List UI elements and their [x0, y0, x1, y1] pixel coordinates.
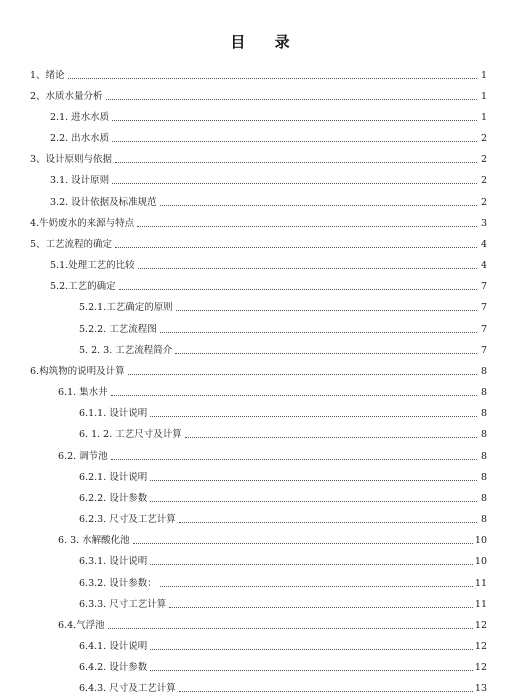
- toc-entry[interactable]: [30, 89, 487, 103]
- toc-entry[interactable]: [50, 258, 487, 272]
- toc-entry-page: 10: [474, 556, 487, 567]
- toc-entry-page: 8: [480, 472, 487, 483]
- toc-entry[interactable]: [79, 576, 487, 590]
- toc-entry-page: 1: [480, 70, 487, 81]
- toc-entry-page: 8: [480, 493, 487, 504]
- toc-entry-label: 5.2.2. 工艺流程图: [79, 324, 157, 335]
- toc-entry-label: 2.2. 出水水质: [50, 133, 110, 144]
- toc-entry-page: 12: [474, 620, 487, 631]
- toc-entry-page: 7: [480, 302, 487, 313]
- toc-entry-page: 8: [480, 429, 487, 440]
- toc-entry[interactable]: [30, 237, 487, 251]
- toc-leader-dots: [160, 204, 477, 206]
- toc-entry-label: 6.4.1. 设计说明: [79, 641, 148, 652]
- toc-entry-page: 2: [480, 175, 487, 186]
- toc-leader-dots: [169, 606, 473, 608]
- toc-entry[interactable]: [79, 597, 487, 611]
- toc-leader-dots: [111, 394, 477, 396]
- toc-entry-page: 11: [474, 599, 487, 610]
- toc-entry-label: 6.1. 集水井: [58, 387, 108, 398]
- toc-entry[interactable]: [58, 385, 487, 399]
- toc-entry-page: 3: [480, 218, 487, 229]
- toc-entry-label: 6.3.3. 尺寸工艺计算: [79, 599, 167, 610]
- toc-entry-label: 6.2.2. 设计参数: [79, 493, 148, 504]
- toc-leader-dots: [150, 669, 473, 671]
- toc-entry[interactable]: [50, 279, 487, 293]
- toc-leader-dots: [150, 479, 477, 481]
- toc-entry-page: 8: [480, 408, 487, 419]
- toc-entry-page: 7: [480, 345, 487, 356]
- toc-leader-dots: [179, 521, 477, 523]
- toc-leader-dots: [128, 373, 477, 375]
- toc-entry-page: 8: [480, 387, 487, 398]
- toc-entry-label: 6.1.1. 设计说明: [79, 408, 148, 419]
- toc-entry-page: 2: [480, 154, 487, 165]
- toc-entry[interactable]: [79, 470, 487, 484]
- toc-entry-page: 2: [480, 133, 487, 144]
- toc-leader-dots: [176, 309, 477, 311]
- toc-entry[interactable]: [30, 216, 487, 230]
- toc-entry[interactable]: [79, 491, 487, 505]
- toc-entry[interactable]: [30, 152, 487, 166]
- toc-entry-label: 3.2. 设计依据及标准规范: [50, 197, 157, 208]
- toc-entry-page: 11: [474, 578, 487, 589]
- toc-entry[interactable]: [58, 533, 487, 547]
- toc-entry[interactable]: [79, 512, 487, 526]
- toc-entry[interactable]: [79, 322, 487, 336]
- toc-entry[interactable]: [50, 110, 487, 124]
- toc-entry-page: 12: [474, 641, 487, 652]
- toc-entry[interactable]: [58, 618, 487, 632]
- toc-entry[interactable]: [79, 681, 487, 695]
- toc-entry-label: 6.4.3. 尺寸及工艺计算: [79, 683, 176, 694]
- toc-entry-label: 2、水质水量分析: [30, 91, 103, 102]
- toc-entry-label: 2.1. 进水水质: [50, 112, 110, 123]
- toc-leader-dots: [185, 436, 477, 438]
- toc-leader-dots: [112, 140, 477, 142]
- toc-entry-label: 6.4.气浮池: [58, 620, 105, 631]
- toc-entry-label: 1、绪论: [30, 70, 65, 81]
- toc-leader-dots: [160, 585, 473, 587]
- toc-entry[interactable]: [79, 639, 487, 653]
- toc-leader-dots: [115, 246, 477, 248]
- toc-leader-dots: [137, 225, 477, 227]
- toc-leader-dots: [138, 267, 477, 269]
- toc-entry-label: 6.构筑物的说明及计算: [30, 366, 125, 377]
- toc-leader-dots: [115, 161, 477, 163]
- toc-entry-label: 5. 2. 3. 工艺流程简介: [79, 345, 173, 356]
- toc-entry[interactable]: [79, 660, 487, 674]
- toc-leader-dots: [112, 119, 477, 121]
- toc-entry-page: 7: [480, 281, 487, 292]
- toc-entry[interactable]: [50, 173, 487, 187]
- toc-entry[interactable]: [79, 343, 487, 357]
- toc-entry[interactable]: [79, 406, 487, 420]
- toc-title: 目 录: [230, 33, 302, 51]
- toc-entry-page: 8: [480, 451, 487, 462]
- toc-entry[interactable]: [50, 195, 487, 209]
- toc-leader-dots: [112, 182, 477, 184]
- toc-entry-page: 8: [480, 366, 487, 377]
- toc-entry[interactable]: [79, 300, 487, 314]
- toc-entry-page: 13: [474, 683, 487, 694]
- toc-entry-label: 5、工艺流程的确定: [30, 239, 113, 250]
- toc-entry-label: 6. 1. 2. 工艺尺寸及计算: [79, 429, 182, 440]
- toc-entry-page: 2: [480, 197, 487, 208]
- toc-leader-dots: [68, 77, 477, 79]
- toc-entry-label: 6.2.3. 尺寸及工艺计算: [79, 514, 176, 525]
- toc-leader-dots: [150, 563, 473, 565]
- toc-leader-dots: [160, 331, 477, 333]
- toc-entry[interactable]: [50, 131, 487, 145]
- toc-entry-label: 4.牛奶废水的来源与特点: [30, 218, 135, 229]
- toc-entry-page: 1: [480, 112, 487, 123]
- toc-entry-label: 3、设计原则与依据: [30, 154, 113, 165]
- toc-entry-page: 8: [480, 514, 487, 525]
- toc-leader-dots: [106, 98, 477, 100]
- toc-entry[interactable]: [58, 449, 487, 463]
- toc-entry-label: 3.1. 设计原则: [50, 175, 110, 186]
- toc-leader-dots: [150, 500, 477, 502]
- toc-leader-dots: [133, 542, 473, 544]
- toc-entry[interactable]: [79, 554, 487, 568]
- toc-leader-dots: [108, 627, 473, 629]
- toc-entry-label: 6. 3. 水解酸化池: [58, 535, 130, 546]
- toc-entry-label: 5.2.1.工艺确定的原则: [79, 302, 173, 313]
- toc-leader-dots: [111, 458, 477, 460]
- toc-entry-label: 5.2.工艺的确定: [50, 281, 116, 292]
- toc-entry[interactable]: [30, 68, 487, 82]
- toc-leader-dots: [179, 690, 473, 692]
- toc-entry-label: 5.1.处理工艺的比较: [50, 260, 135, 271]
- toc-entry-page: 4: [480, 260, 487, 271]
- toc-entry-page: 12: [474, 662, 487, 673]
- toc-entry[interactable]: [30, 364, 487, 378]
- toc-entry-label: 6.2.1. 设计说明: [79, 472, 148, 483]
- toc-leader-dots: [119, 288, 477, 290]
- toc-entry-label: 6.2. 调节池: [58, 451, 108, 462]
- toc-entry-label: 6.3.1. 设计说明: [79, 556, 148, 567]
- toc-entry-page: 4: [480, 239, 487, 250]
- toc-entry-label: 6.3.2. 设计参数：: [79, 578, 157, 589]
- toc-entry-page: 1: [480, 91, 487, 102]
- toc-entry-page: 7: [480, 324, 487, 335]
- toc-entry[interactable]: [79, 427, 487, 441]
- toc-entry-page: 10: [474, 535, 487, 546]
- toc-entry-label: 6.4.2. 设计参数: [79, 662, 148, 673]
- toc-leader-dots: [150, 648, 473, 650]
- toc-leader-dots: [150, 415, 477, 417]
- toc-leader-dots: [175, 352, 477, 354]
